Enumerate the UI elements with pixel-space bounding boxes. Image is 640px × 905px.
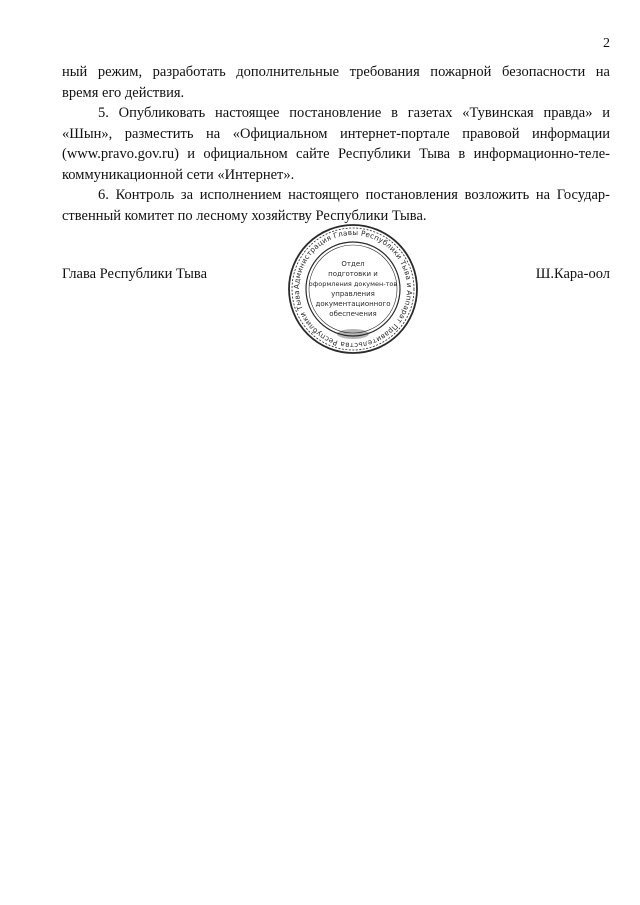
text-line: 5. Опубликовать настоящее постановление в газетах «Тувинская правда» и xyxy=(98,105,610,121)
stamp-center-line: оформления докумен-тов xyxy=(308,280,398,288)
paragraph-6 xyxy=(62,185,610,226)
text-line: «Шын», разместить на «Официальном интернет-портале правовой информации xyxy=(62,125,610,142)
official-seal-stamp xyxy=(286,222,420,356)
signatory-name: Ш.Кара-оол xyxy=(535,266,610,282)
text-line: 6. Контроль за исполнением настоящего постановления возложить на Государ- xyxy=(98,187,610,203)
document-body xyxy=(62,62,610,226)
stamp-smudge xyxy=(337,329,369,339)
text-line: ный режим, разработать дополнительные требования пожарной безопасности на xyxy=(62,64,610,80)
signatory-position: Глава Республики Тыва xyxy=(62,266,208,282)
page-number: 2 xyxy=(603,36,610,51)
paragraph-4-continuation xyxy=(62,62,610,103)
stamp-center-line: документационного xyxy=(315,300,391,308)
paragraph-5 xyxy=(62,103,610,185)
stamp-center-line: обеспечения xyxy=(329,310,377,318)
stamp-ring-text: Администрация Главы Республики Тыва и Аппарат Правительства Республики Тыва xyxy=(291,227,415,351)
stamp-center-line: подготовки и xyxy=(328,270,378,278)
text-line: (www.pravo.gov.ru) и официальном сайте Республики Тыва в информационно-теле- xyxy=(62,146,610,162)
text-line: коммуникационной сети «Интернет». xyxy=(62,166,295,183)
stamp-center-line: Отдел xyxy=(341,260,365,268)
text-line: ственный комитет по лесному хозяйству Республики Тыва. xyxy=(62,207,427,224)
text-line: время его действия. xyxy=(62,84,185,101)
stamp-center-line: управления xyxy=(331,290,375,298)
